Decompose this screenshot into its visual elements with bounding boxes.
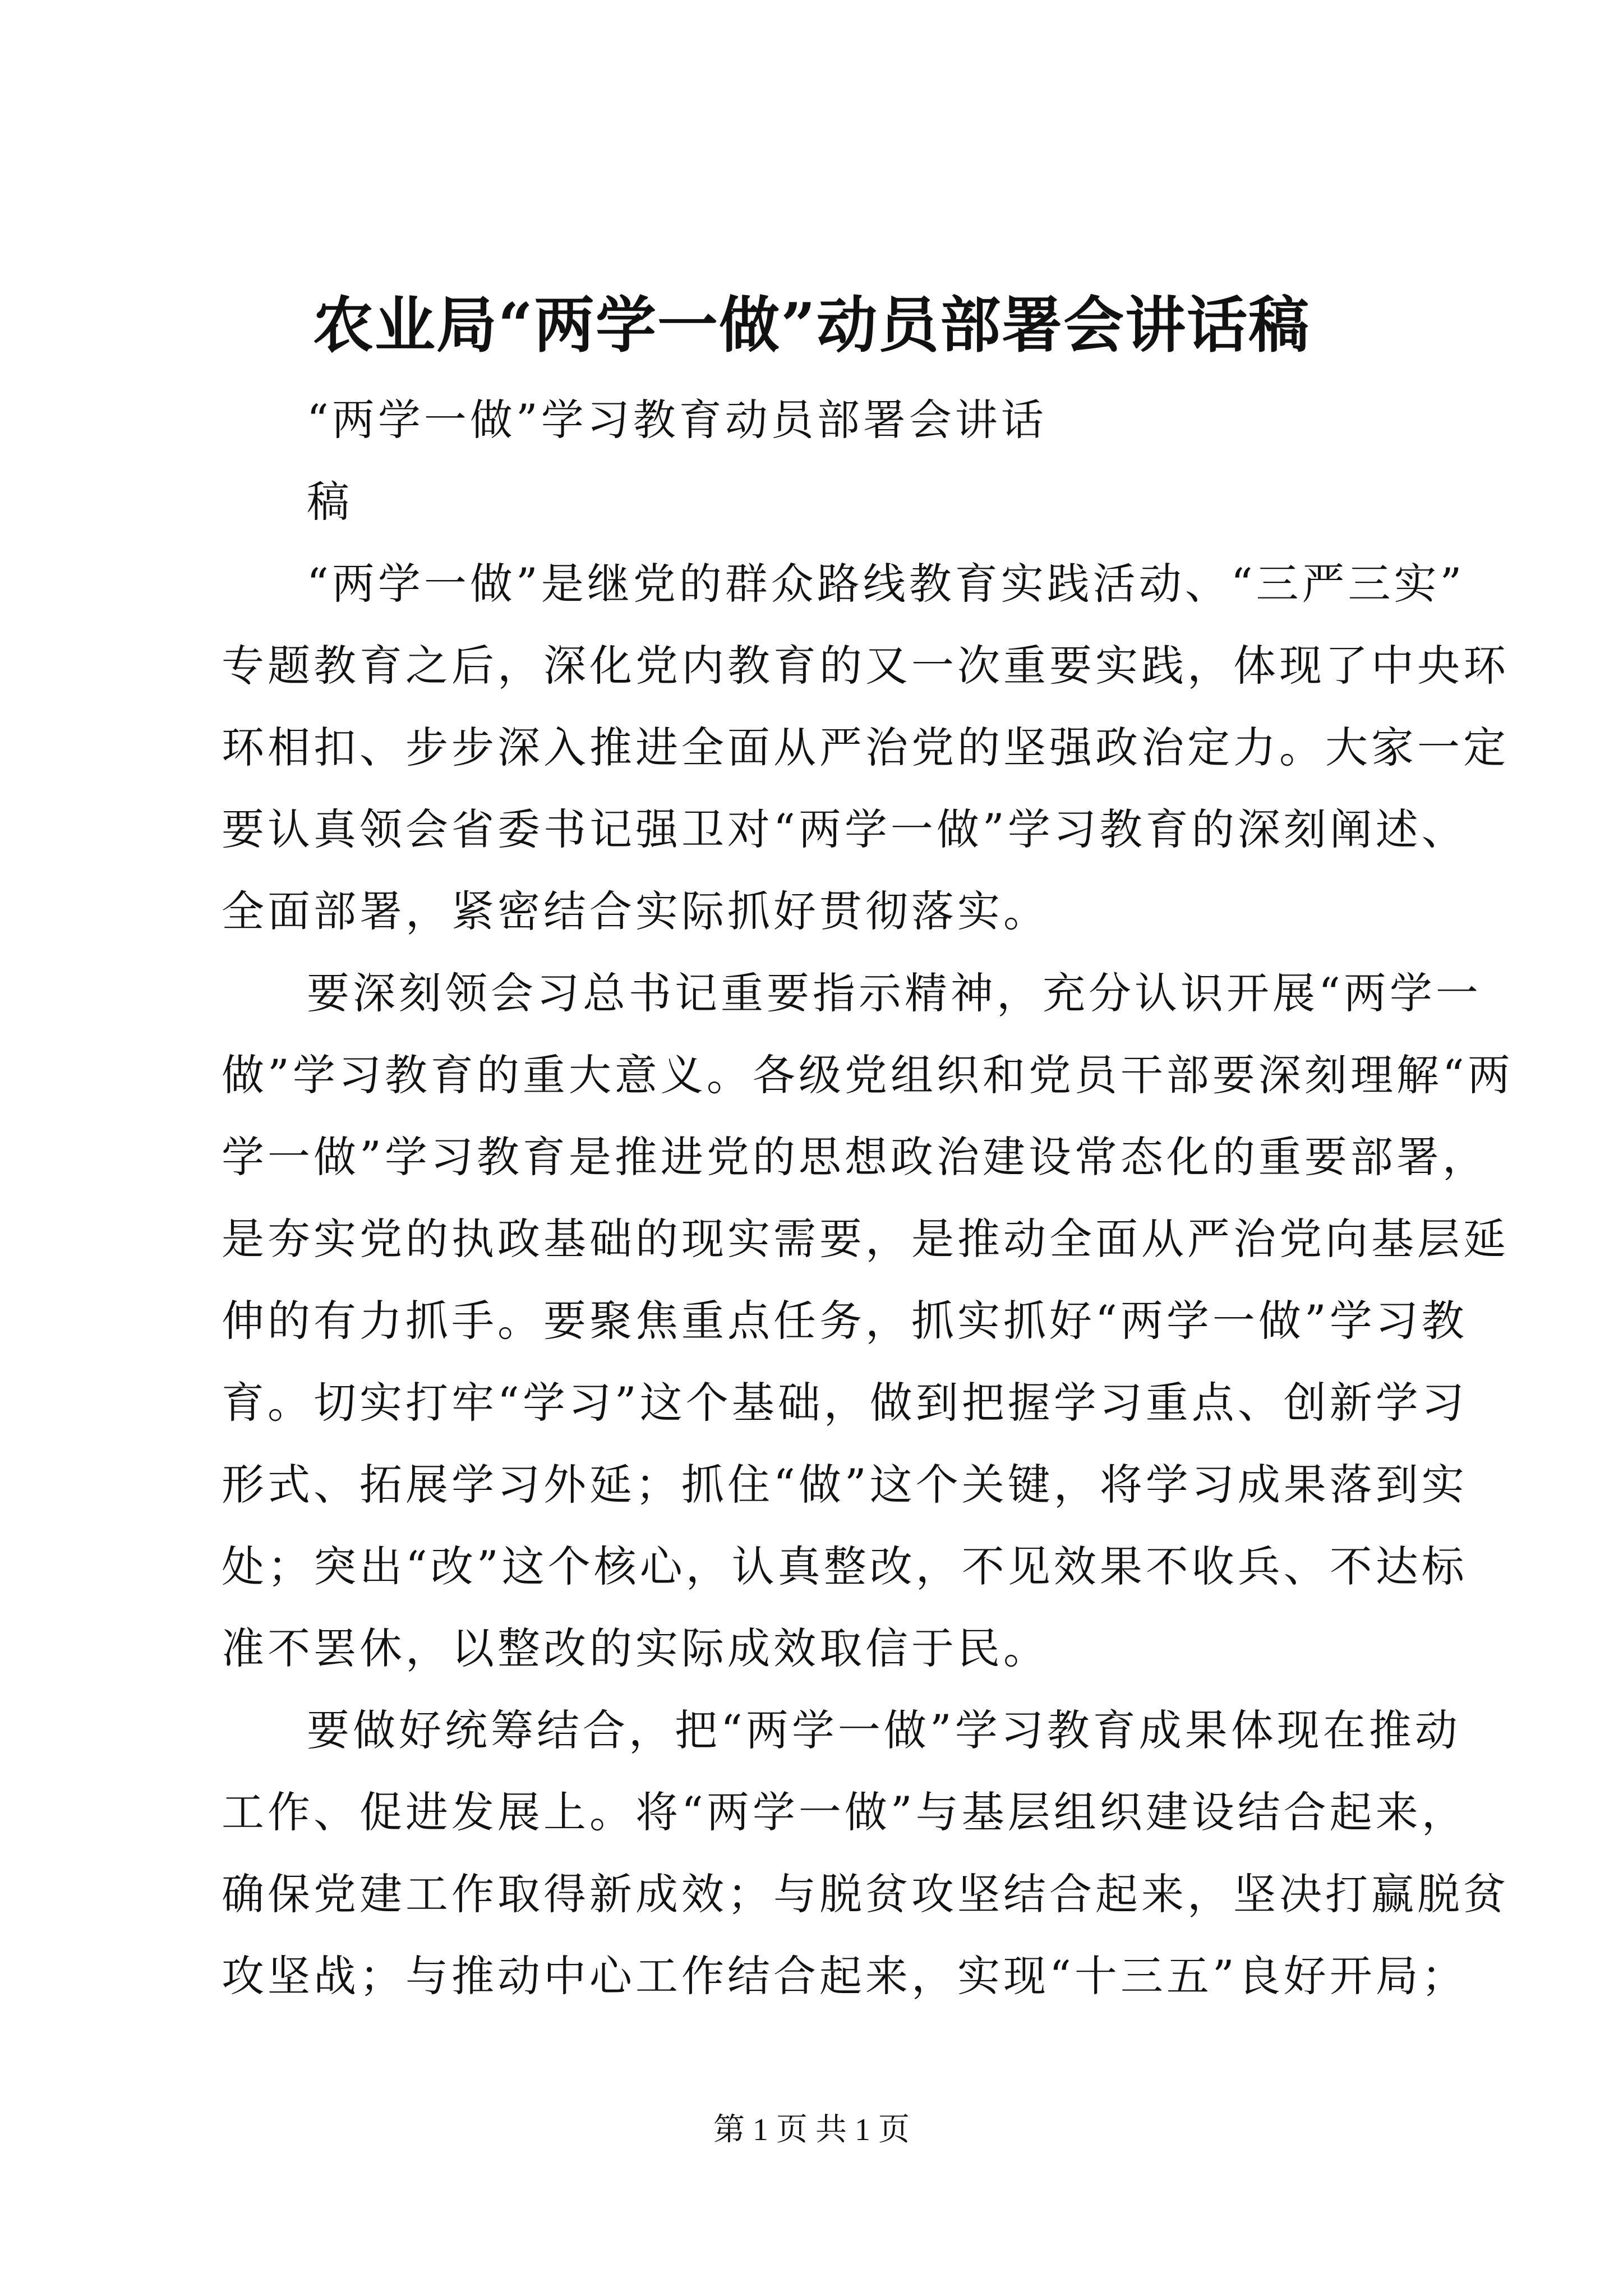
paragraph-line: 专题教育之后，深化党内教育的又一次重要实践，体现了中央环 bbox=[222, 641, 1509, 691]
paragraph-line: 确保党建工作取得新成效；与脱贫攻坚结合起来，坚决打赢脱贫 bbox=[222, 1869, 1509, 1919]
page-number-footer: 第 1 页 共 1 页 bbox=[713, 2113, 910, 2147]
paragraph-line: 学一做”学习教育是推进党的思想政治建设常态化的重要部署， bbox=[222, 1132, 1488, 1182]
paragraph-line: 环相扣、步步深入推进全面从严治党的坚强政治定力。大家一定 bbox=[222, 723, 1509, 772]
subtitle-line: “两学一做”学习教育动员部署会讲话 bbox=[307, 395, 1047, 445]
paragraph-line: 育。切实打牢“学习”这个基础，做到把握学习重点、创新学习 bbox=[222, 1378, 1468, 1428]
paragraph-line: “两学一做”是继党的群众路线教育实践活动、“三严三实” bbox=[307, 559, 1465, 609]
paragraph-line: 全面部署，紧密结合实际抓好贯彻落实。 bbox=[222, 886, 1049, 936]
document-title: 农业局“两学一做”动员部署会讲话稿 bbox=[312, 290, 1311, 361]
paragraph-line: 要深刻领会习总书记重要指示精神，充分认识开展“两学一 bbox=[307, 968, 1482, 1018]
document-body bbox=[222, 379, 1514, 2017]
paragraph-line: 是夯实党的执政基础的现实需要，是推动全面从严治党向基层延 bbox=[222, 1214, 1509, 1264]
paragraph-line: 形式、拓展学习外延；抓住“做”这个关键，将学习成果落到实 bbox=[222, 1460, 1468, 1510]
subtitle-line: 稿 bbox=[307, 477, 353, 527]
paragraph-line: 要认真领会省委书记强卫对“两学一做”学习教育的深刻阐述、 bbox=[222, 804, 1468, 854]
paragraph-line: 准不罢休，以整改的实际成效取信于民。 bbox=[222, 1623, 1049, 1673]
paragraph-line: 工作、促进发展上。将“两学一做”与基层组织建设结合起来， bbox=[222, 1787, 1468, 1837]
paragraph-line: 要做好统筹结合，把“两学一做”学习教育成果体现在推动 bbox=[307, 1705, 1461, 1755]
paragraph-line: 做”学习教育的重大意义。各级党组织和党员干部要深刻理解“两 bbox=[222, 1050, 1514, 1100]
paragraph-line: 处；突出“改”这个核心，认真整改，不见效果不收兵、不达标 bbox=[222, 1542, 1468, 1591]
paragraph-line: 攻坚战；与推动中心工作结合起来，实现“十三五”良好开局； bbox=[222, 1951, 1468, 2001]
paragraph-line: 伸的有力抓手。要聚焦重点任务，抓实抓好“两学一做”学习教 bbox=[222, 1296, 1468, 1346]
